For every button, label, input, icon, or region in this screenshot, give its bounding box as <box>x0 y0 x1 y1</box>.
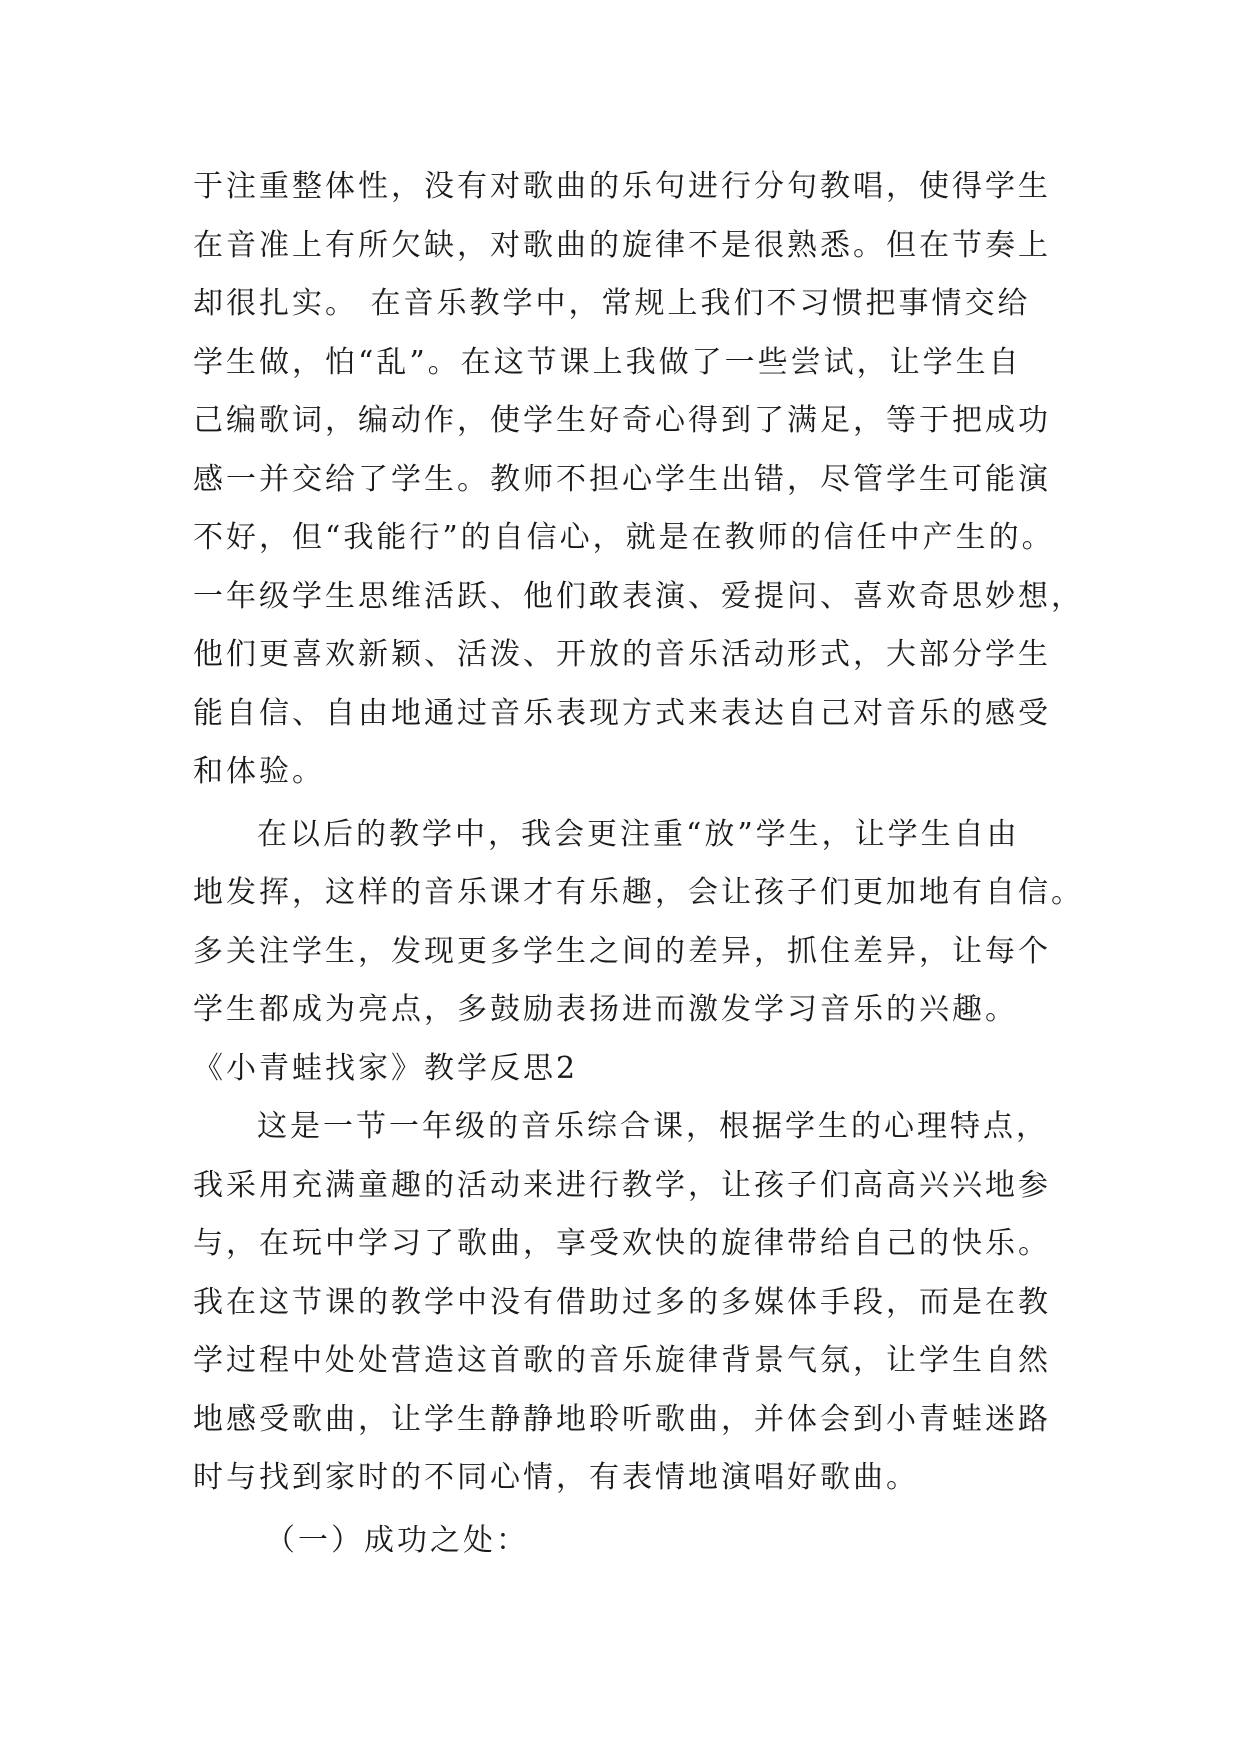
text-line: 时与找到家时的不同心情，有表情地演唱好歌曲。 <box>193 1460 919 1495</box>
text-line: 却很扎实。 在音乐教学中，常规上我们不习惯把事情交给 <box>193 286 1031 321</box>
text-line: 学生都成为亮点，多鼓励表扬进而激发学习音乐的兴趣。 <box>193 992 1018 1027</box>
text-line: 不好，但“我能行”的自信心，就是在教师的信任中产生的。 <box>193 520 1055 555</box>
text-line: 和体验。 <box>193 754 325 789</box>
text-line: 我采用充满童趣的活动来进行教学，让孩子们高高兴兴地参 <box>193 1167 1051 1203</box>
text-line: 一年级学生思维活跃、他们敢表演、爱提问、喜欢奇思妙想， <box>193 578 1084 614</box>
document-body <box>193 158 1084 1570</box>
text-line: 地发挥，这样的音乐课才有乐趣，会让孩子们更加地有自信。 <box>193 875 1084 910</box>
text-line: 与，在玩中学习了歌曲，享受欢快的旋律带给自己的快乐。 <box>193 1226 1051 1261</box>
text-line: 他们更喜欢新颖、活泼、开放的音乐活动形式，大部分学生 <box>193 637 1051 672</box>
paragraph-first-line: 这是一节一年级的音乐综合课，根据学生的心理特点， <box>257 1109 1049 1144</box>
text-line: 学生做，怕“乱”。在这节课上我做了一些尝试，让学生自 <box>193 344 1022 380</box>
text-line: 学过程中处处营造这首歌的音乐旋律背景气氛，让学生自然 <box>193 1343 1051 1378</box>
text-line: 我在这节课的教学中没有借助过多的多媒体手段，而是在教 <box>193 1284 1051 1320</box>
paragraph-first-line: 在以后的教学中，我会更注重“放”学生，让学生自由 <box>257 816 1020 852</box>
text-line: 己编歌词，编动作，使学生好奇心得到了满足，等于把成功 <box>193 403 1051 438</box>
section-heading: 《小青蛙找家》教学反思2 <box>193 1050 579 1086</box>
subsection-heading: （一）成功之处： <box>265 1522 529 1558</box>
text-line: 地感受歌曲，让学生静静地聆听歌曲，并体会到小青蛙迷路 <box>193 1401 1051 1437</box>
text-line: 多关注学生，发现更多学生之间的差异，抓住差异，让每个 <box>193 933 1051 969</box>
text-line: 能自信、自由地通过音乐表现方式来表达自己对音乐的感受 <box>193 695 1051 731</box>
text-line: 感一并交给了学生。教师不担心学生出错，尽管学生可能演 <box>193 461 1051 497</box>
text-line: 于注重整体性，没有对歌曲的乐句进行分句教唱，使得学生 <box>193 169 1051 204</box>
text-line: 在音准上有所欠缺，对歌曲的旋律不是很熟悉。但在节奏上 <box>193 227 1051 263</box>
